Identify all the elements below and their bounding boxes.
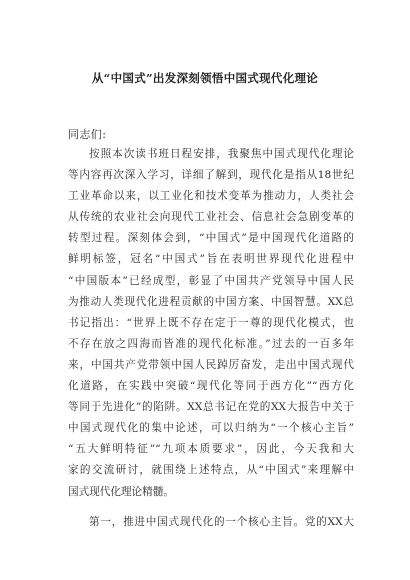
paragraph-line: “中国版本”已经成型，彰显了中国共产党领导中国人民	[68, 274, 354, 287]
paragraph-line: 等内容再次深入学习，详细了解到，现代化是指从18世纪	[68, 169, 354, 182]
paragraph-line: 国式现代化理论精髓。	[68, 485, 174, 498]
paragraph-line: 家的交流研讨，就围绕上述特点，从“中国式”来理解中	[68, 464, 354, 477]
paragraph-line: 按照本次读书班日程安排，我聚焦中国式现代化理论	[89, 148, 354, 160]
paragraph-line: 转型过程。深刻体会到，“中国式”是中国现代化道路的	[68, 232, 354, 245]
paragraph-line: 第一，推进中国式现代化的一个核心主旨。党的XX大	[89, 516, 354, 528]
paragraph-line: 化道路，在实践中突破“现代化等同于西方化”“西方化	[68, 380, 354, 393]
paragraph-line: 中国式现代化的集中论述，可以归纳为“一个核心主旨”	[68, 422, 354, 435]
paragraph-line: 从传统的农业社会向现代工业社会、信息社会急剧变革的	[68, 211, 354, 224]
paragraph-line: 不存在放之四海而皆准的现代化标准。”过去的一百多年	[68, 337, 354, 350]
paragraph-line: 为推动人类现代化进程贡献的中国方案、中国智慧。XX总	[68, 295, 354, 308]
paragraph-line: 鲜明标签，冠名“中国式”旨在表明世界现代化进程中	[68, 253, 354, 266]
paragraph-line: 等同于先进化”的陷阱。XX总书记在党的XX大报告中关于	[68, 401, 354, 414]
paragraph-line: 来，中国共产党带领中国人民踔厉奋发，走出中国式现代	[68, 358, 354, 371]
body-paragraph	[68, 512, 354, 533]
paragraph-line: 书记指出：“世界上既不存在定于一尊的现代化模式，也	[68, 316, 354, 329]
body-paragraph	[68, 144, 354, 503]
paragraph-line: “五大鲜明特征”“九项本质要求”，因此，今天我和大	[68, 443, 354, 456]
document-title: 从“中国式”出发深刻领悟中国式现代化理论	[91, 71, 319, 85]
salutation: 同志们:	[68, 128, 107, 141]
paragraph-line: 工业革命以来，以工业化和技术变革为推动力，人类社会	[68, 190, 354, 203]
